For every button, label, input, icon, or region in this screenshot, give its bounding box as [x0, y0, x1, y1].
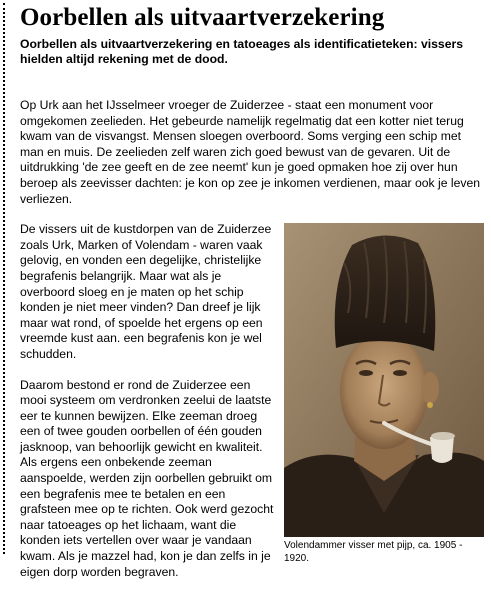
article-paragraph-2: De vissers uit de kustdorpen van de Zuiderzee zoals Urk, Marken of Volendam - waren vaak gelovig, en vonden een degelijke, christelijke begrafenis belangrijk. Maar wat als je overboord sloeg en je maten op het schip konden je niet meer vinden? Dan dreef je lijk maar wat rond, of spoelde het ergens op een vreemde kust aan. een begrafenis kon je wel schudden. — [20, 222, 272, 361]
fisherman-photo — [284, 223, 484, 537]
article-paragraph-1: Op Urk aan het IJsselmeer vroeger de Zuiderzee - staat een monument voor omgekomen zeelieden. Het gebeurde namelijk regelmatig dat een kotter niet terug kwam van de visvangst. Mensen sloegen overboord. Soms verging een schip met man en muis. De zeelieden zelf waren zich goed bewust van de gevaren. Uit de uitdrukking 'de zee geeft en de zee neemt' kun je goed opmaken hoe zij over hun beroep als zeevisser dachten: je kon op zee je inkomen verdienen, maar ook je leven verliezen. — [20, 98, 481, 206]
article-subtitle: Oorbellen als uitvaartverzekering en tatoeages als identificatieteken: vissers hielden altijd rekening met de dood. — [20, 37, 463, 66]
article — [20, 0, 484, 595]
page-title: Oorbellen als uitvaartverzekering — [20, 4, 385, 31]
photo-figure — [284, 223, 484, 565]
photo-caption: Volendammer visser met pijp, ca. 1905 - 1920. — [284, 540, 463, 565]
dotted-margin-rule — [3, 3, 5, 554]
article-paragraph-3: Daarom bestond er rond de Zuiderzee een mooi systeem om verdronken zeelui de laatste eer te kunnen bewijzen. Elke zeeman droeg een of twee gouden oorbellen of één gouden jasknoop, van behoorlijk gewicht en kwaliteit. Als ergens een onbekende zeeman aanspoelde, werden zijn oorbellen gebruikt om een begrafenis mee te betalen en een grafsteen mee op te richten. Ook werd gezocht naar tatoeages op het lichaam, want die konden iets vertellen over waar je vandaan kwam. Als je mazzel had, kon je dan zelfs in je eigen dorp worden begraven. — [20, 377, 274, 579]
